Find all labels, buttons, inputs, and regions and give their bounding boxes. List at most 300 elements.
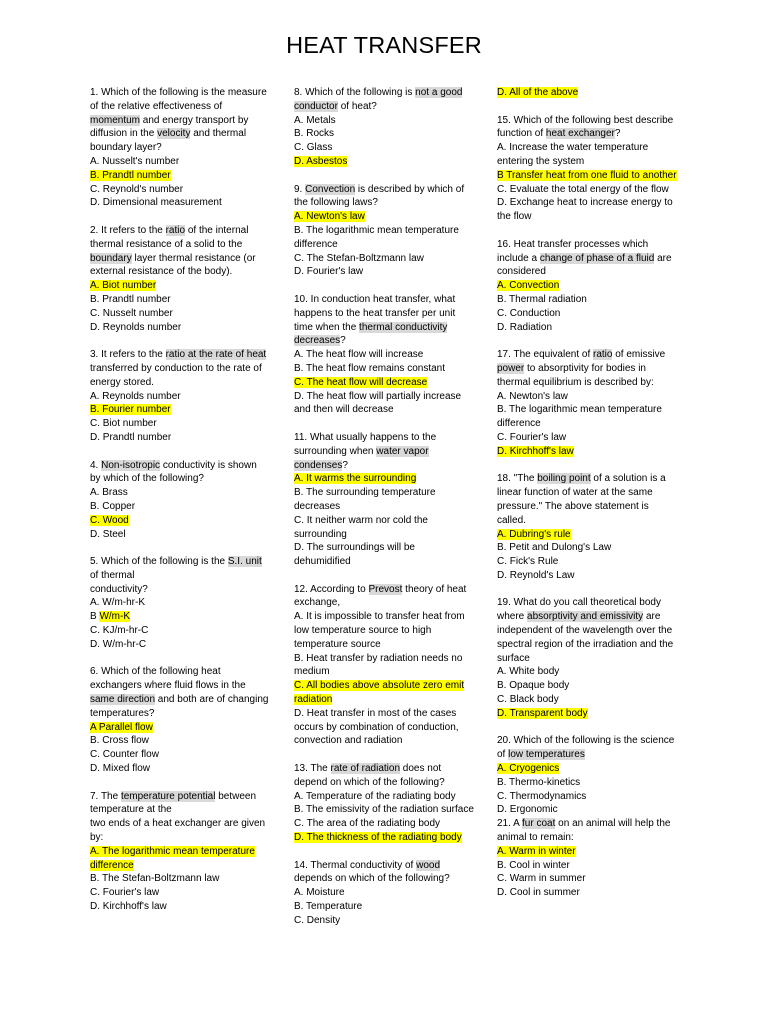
text-segment: 2. It refers to the [90, 224, 166, 236]
question-line [90, 734, 268, 748]
question-line [294, 803, 474, 817]
text-segment: B. Prandtl number [90, 293, 171, 305]
question-line [90, 500, 268, 514]
question-line [90, 224, 268, 238]
question-line [90, 624, 268, 638]
question-line [497, 348, 677, 362]
question-spacer [294, 845, 474, 859]
question-line [497, 486, 677, 500]
keyword-highlight: change of phase of a fluid [539, 252, 655, 264]
text-segment: C. Glass [294, 142, 333, 154]
text-segment: boundary layer? [90, 142, 162, 154]
keyword-highlight: velocity [157, 128, 191, 140]
question-line [90, 252, 268, 266]
text-segment: conductivity is shown [160, 459, 257, 471]
question-line [497, 86, 677, 100]
keyword-highlight: Prevost [368, 583, 403, 595]
answer-highlight: C. Wood [90, 514, 129, 526]
text-segment: difference [294, 238, 338, 250]
question-line [294, 390, 474, 404]
question-line [497, 845, 677, 859]
question-spacer [294, 279, 474, 293]
text-segment: C. KJ/m-hr-C [90, 625, 149, 637]
text-segment: pressure." The above statement is [497, 500, 649, 512]
text-segment: C. The area of the radiating body [294, 818, 441, 830]
question-block [497, 114, 677, 224]
question-line [497, 817, 677, 831]
question-line [294, 583, 474, 597]
keyword-highlight: Convection [305, 183, 356, 195]
question-line [294, 127, 474, 141]
text-segment: D. Ergonomic [497, 804, 558, 816]
keyword-highlight: heat exchanger [545, 128, 615, 140]
keyword-highlight: decreases [294, 335, 341, 347]
answer-highlight: A. Newton's law [294, 211, 365, 223]
question-block [294, 762, 474, 845]
text-segment: of thermal [90, 569, 135, 581]
question-line [294, 486, 474, 500]
question-line [497, 886, 677, 900]
answer-highlight: difference [90, 859, 134, 871]
text-segment: D. Steel [90, 528, 126, 540]
question-line [294, 721, 474, 735]
question-spacer [90, 541, 268, 555]
keyword-highlight: ratio [593, 349, 613, 361]
text-segment: A. It is impossible to transfer heat from [294, 611, 465, 623]
question-line [90, 748, 268, 762]
question-line [90, 790, 268, 804]
keyword-highlight: S.I. unit [227, 556, 262, 568]
question-line [90, 472, 268, 486]
text-segment: and energy transport by [140, 114, 249, 126]
text-segment: 15. Which of the following best describe [497, 114, 674, 126]
text-segment: C. Density [294, 914, 341, 926]
question-line [90, 321, 268, 335]
question-line [90, 610, 268, 624]
text-segment: temperature source [294, 638, 381, 650]
question-line [497, 362, 677, 376]
answer-highlight: B Transfer heat from one fluid to another [497, 169, 677, 181]
question-line [90, 183, 268, 197]
question-line [497, 472, 677, 486]
text-segment: of a solution is a [590, 473, 666, 485]
text-segment: 13. The [294, 763, 331, 775]
text-segment: 20. Which of the following is the science [497, 735, 675, 747]
text-segment: B. The logarithmic mean temperature [497, 404, 662, 416]
text-segment: include a [497, 252, 540, 264]
question-block [90, 459, 268, 542]
answer-highlight: A Parallel flow [90, 721, 153, 733]
text-segment: ? [342, 459, 348, 471]
question-line [90, 859, 268, 873]
question-line [497, 693, 677, 707]
text-segment: A. Nusselt's number [90, 155, 180, 167]
text-segment: A. W/m-hr-K [90, 597, 145, 609]
text-segment: conductivity? [90, 583, 148, 595]
question-spacer [90, 776, 268, 790]
text-segment: B. Rocks [294, 128, 335, 140]
text-segment: called. [497, 514, 526, 526]
text-segment: D. Cool in summer [497, 887, 580, 899]
question-line [294, 555, 474, 569]
text-segment: A. White body [497, 666, 560, 678]
text-segment: B. Temperature [294, 901, 363, 913]
text-segment: exchange, [294, 597, 341, 609]
question-line [294, 362, 474, 376]
question-line [497, 872, 677, 886]
text-segment: D. Prandtl number [90, 431, 172, 443]
text-segment: B. Opaque body [497, 680, 570, 692]
question-line [497, 196, 677, 210]
text-segment: function of [497, 128, 546, 140]
question-line [497, 665, 677, 679]
answer-highlight: B. Prandtl number [90, 169, 171, 181]
text-segment: linear function of water at the same [497, 487, 653, 499]
question-line [497, 569, 677, 583]
question-line [294, 693, 474, 707]
text-segment: surrounding when [294, 445, 377, 457]
text-segment: B. Heat transfer by radiation needs no [294, 652, 463, 664]
question-line [497, 555, 677, 569]
question-line [90, 831, 268, 845]
answer-highlight: D. The thickness of the radiating body [294, 832, 462, 844]
text-segment: 8. Which of the following is [294, 87, 416, 98]
text-segment: on an animal will help the [555, 818, 671, 830]
answer-highlight: B. Fourier number [90, 404, 171, 416]
question-line [497, 114, 677, 128]
question-line [294, 100, 474, 114]
answer-highlight: A. It warms the surrounding [294, 473, 417, 485]
question-line [294, 762, 474, 776]
text-segment: of the relative effectiveness of [90, 100, 223, 112]
question-block [497, 734, 677, 900]
question-line [497, 500, 677, 514]
question-line [497, 445, 677, 459]
question-line [294, 445, 474, 459]
text-segment: layer thermal resistance (or [131, 252, 256, 264]
text-segment: difference [497, 418, 541, 430]
question-line [294, 776, 474, 790]
text-segment: spectral region of the irradiation and the [497, 638, 674, 650]
question-line [497, 431, 677, 445]
question-line [90, 693, 268, 707]
question-spacer [294, 569, 474, 583]
question-line [294, 596, 474, 610]
text-segment: of emissive [612, 349, 666, 361]
question-line [294, 734, 474, 748]
text-segment: time when the [294, 321, 360, 333]
question-block [90, 665, 268, 775]
text-segment: D. Fourier's law [294, 266, 364, 278]
question-line [90, 279, 268, 293]
question-line [497, 127, 677, 141]
text-segment: A. Brass [90, 487, 128, 499]
question-line [497, 638, 677, 652]
question-line [294, 334, 474, 348]
question-line [294, 238, 474, 252]
text-segment: C. Counter flow [90, 749, 159, 761]
question-line [294, 500, 474, 514]
question-line [90, 679, 268, 693]
text-segment: temperature at the [90, 804, 172, 816]
text-segment: and both are of changing [155, 694, 269, 706]
question-line [90, 265, 268, 279]
question-line [497, 252, 677, 266]
text-segment: D. Dimensional measurement [90, 197, 222, 209]
question-line [90, 431, 268, 445]
question-line [90, 376, 268, 390]
question-block [90, 790, 268, 914]
question-line [90, 390, 268, 404]
keyword-highlight: fur coat [522, 818, 556, 830]
text-segment: B. Copper [90, 500, 136, 512]
text-segment: energy stored. [90, 376, 154, 388]
question-line [294, 610, 474, 624]
text-segment: B. Thermal radiation [497, 293, 587, 305]
text-segment: C. Thermodynamics [497, 790, 587, 802]
question-line [294, 707, 474, 721]
text-segment: medium [294, 666, 330, 678]
text-segment: B. Cool in winter [497, 859, 570, 871]
question-line [90, 141, 268, 155]
keyword-highlight: same direction [90, 694, 156, 706]
answer-highlight: D. Kirchhoff's law [497, 445, 574, 457]
question-spacer [90, 334, 268, 348]
text-segment: is described by which of [355, 183, 465, 195]
text-segment: A. Temperature of the radiating body [294, 790, 456, 802]
question-line [294, 790, 474, 804]
question-line [294, 431, 474, 445]
answer-highlight: A. Cryogenics [497, 763, 560, 775]
text-segment: C. Reynold's number [90, 183, 184, 195]
question-line [497, 238, 677, 252]
question-line [497, 183, 677, 197]
question-line [90, 665, 268, 679]
question-spacer [497, 583, 677, 597]
question-line [294, 541, 474, 555]
keyword-highlight: rate of radiation [330, 763, 401, 775]
text-segment: 1. Which of the following is the measure [90, 87, 267, 98]
question-line [497, 265, 677, 279]
question-line [90, 348, 268, 362]
question-line [497, 707, 677, 721]
question-line [497, 734, 677, 748]
question-line [90, 86, 268, 100]
question-line [497, 376, 677, 390]
question-block [497, 348, 677, 458]
text-segment: low temperature source to high [294, 625, 432, 637]
text-segment: decreases [294, 500, 341, 512]
question-line [294, 514, 474, 528]
question-line [294, 652, 474, 666]
text-segment: 19. What do you call theoretical body [497, 597, 661, 609]
question-block [497, 596, 677, 720]
question-line [497, 859, 677, 873]
question-line [294, 224, 474, 238]
text-segment: C. Evaluate the total energy of the flow [497, 183, 669, 195]
question-spacer [294, 417, 474, 431]
question-line [294, 831, 474, 845]
keyword-highlight: temperature potential [120, 790, 216, 802]
question-line [294, 86, 474, 100]
text-segment: C. Warm in summer [497, 873, 586, 885]
question-line [294, 872, 474, 886]
text-segment: 3. It refers to the [90, 349, 166, 361]
question-line [497, 528, 677, 542]
question-block [294, 86, 474, 169]
text-segment: 4. [90, 459, 102, 471]
text-segment: of [497, 749, 509, 761]
text-segment: A. Increase the water temperature [497, 142, 649, 154]
text-segment: B. The logarithmic mean temperature [294, 224, 459, 236]
question-line [294, 638, 474, 652]
text-segment: C. Conduction [497, 307, 561, 319]
answer-highlight: W/m-K [99, 611, 130, 623]
text-segment: 5. Which of the following is the [90, 556, 228, 568]
question-line [497, 541, 677, 555]
answer-highlight: D. Transparent body [497, 707, 588, 719]
text-segment: surface [497, 652, 530, 664]
text-segment: B. Thermo-kinetics [497, 776, 581, 788]
text-segment: C. Nusselt number [90, 307, 173, 319]
question-spacer [497, 334, 677, 348]
text-segment: A. Newton's law [497, 390, 568, 402]
text-segment: 21. A [497, 818, 523, 830]
question-line [497, 652, 677, 666]
question-line [497, 790, 677, 804]
text-segment: 10. In conduction heat transfer, what [294, 293, 456, 305]
question-line [497, 403, 677, 417]
text-segment: between [215, 790, 257, 802]
question-spacer [90, 652, 268, 666]
text-segment: C. Fourier's law [497, 431, 567, 443]
keyword-highlight: thermal conductivity [359, 321, 448, 333]
question-line [497, 514, 677, 528]
question-line [497, 169, 677, 183]
question-block [90, 555, 268, 652]
text-segment: of the internal [185, 224, 249, 236]
question-column-middle [294, 86, 474, 928]
question-line [294, 252, 474, 266]
question-line [497, 293, 677, 307]
question-line [90, 238, 268, 252]
text-segment: C. Biot number [90, 418, 157, 430]
text-segment: ? [340, 335, 346, 347]
keyword-highlight: boiling point [537, 473, 591, 485]
text-segment: by which of the following? [90, 473, 204, 485]
question-line [90, 403, 268, 417]
question-line [294, 155, 474, 169]
question-line [497, 210, 677, 224]
question-spacer [294, 169, 474, 183]
text-segment: B. Cross flow [90, 735, 149, 747]
question-block [90, 86, 268, 210]
question-line [294, 859, 474, 873]
text-segment: D. Reynolds number [90, 321, 182, 333]
question-line [294, 114, 474, 128]
answer-highlight: C. The heat flow will decrease [294, 376, 428, 388]
question-line [90, 583, 268, 597]
keyword-highlight: conductor [294, 100, 338, 112]
question-column-left [90, 86, 268, 914]
text-segment: D. Kirchhoff's law [90, 901, 167, 913]
question-line [497, 776, 677, 790]
question-line [294, 293, 474, 307]
text-segment: temperatures? [90, 707, 155, 719]
text-segment: and thermal [190, 128, 247, 140]
text-segment: diffusion in the [90, 128, 158, 140]
question-line [90, 100, 268, 114]
question-line [294, 472, 474, 486]
question-line [497, 307, 677, 321]
question-line [294, 459, 474, 473]
question-line [90, 638, 268, 652]
question-line [294, 914, 474, 928]
question-block [294, 583, 474, 749]
question-line [294, 210, 474, 224]
question-line [294, 183, 474, 197]
text-segment: 9. [294, 183, 306, 195]
text-segment: the flow [497, 211, 532, 223]
text-segment: theory of heat [402, 583, 467, 595]
question-line [90, 762, 268, 776]
question-line [497, 279, 677, 293]
question-line [294, 376, 474, 390]
page-title: HEAT TRANSFER [286, 32, 482, 58]
question-line [294, 307, 474, 321]
text-segment: to absorptivity for bodies in [524, 362, 646, 374]
question-line [497, 803, 677, 817]
question-line [90, 845, 268, 859]
question-line [90, 721, 268, 735]
question-line [294, 886, 474, 900]
keyword-highlight: momentum [90, 114, 141, 126]
text-segment: are [643, 611, 661, 623]
keyword-highlight: Non-isotropic [101, 459, 161, 471]
text-segment: surrounding [294, 528, 347, 540]
keyword-highlight: boundary [90, 252, 132, 264]
text-segment: B. The emissivity of the radiation surface [294, 804, 474, 816]
question-line [294, 321, 474, 335]
text-segment: happens to the heat transfer per unit [294, 307, 456, 319]
question-line [497, 596, 677, 610]
question-spacer [497, 224, 677, 238]
text-segment: transferred by conduction to the rate of [90, 362, 262, 374]
text-segment: animal to remain: [497, 832, 574, 844]
question-block [294, 293, 474, 417]
question-spacer [497, 459, 677, 473]
text-segment: A. The heat flow will increase [294, 349, 424, 361]
text-segment: of heat? [337, 100, 377, 112]
keyword-highlight: not a good [415, 87, 463, 98]
question-line [294, 265, 474, 279]
text-segment: the following laws? [294, 197, 378, 209]
text-segment: 7. The [90, 790, 121, 802]
text-segment: 14. Thermal conductivity of [294, 859, 417, 871]
question-line [90, 886, 268, 900]
text-segment: D. The surroundings will be [294, 542, 415, 554]
keyword-highlight: water vapor [376, 445, 429, 457]
answer-highlight: A. Convection [497, 280, 560, 292]
answer-highlight: A. Biot number [90, 280, 157, 292]
answer-highlight: C. All bodies above absolute zero emit [294, 680, 465, 692]
question-line [497, 679, 677, 693]
question-line [90, 514, 268, 528]
keyword-highlight: condenses [294, 459, 343, 471]
question-spacer [90, 210, 268, 224]
keyword-highlight: low temperatures [508, 749, 585, 761]
text-segment: are [654, 252, 672, 264]
